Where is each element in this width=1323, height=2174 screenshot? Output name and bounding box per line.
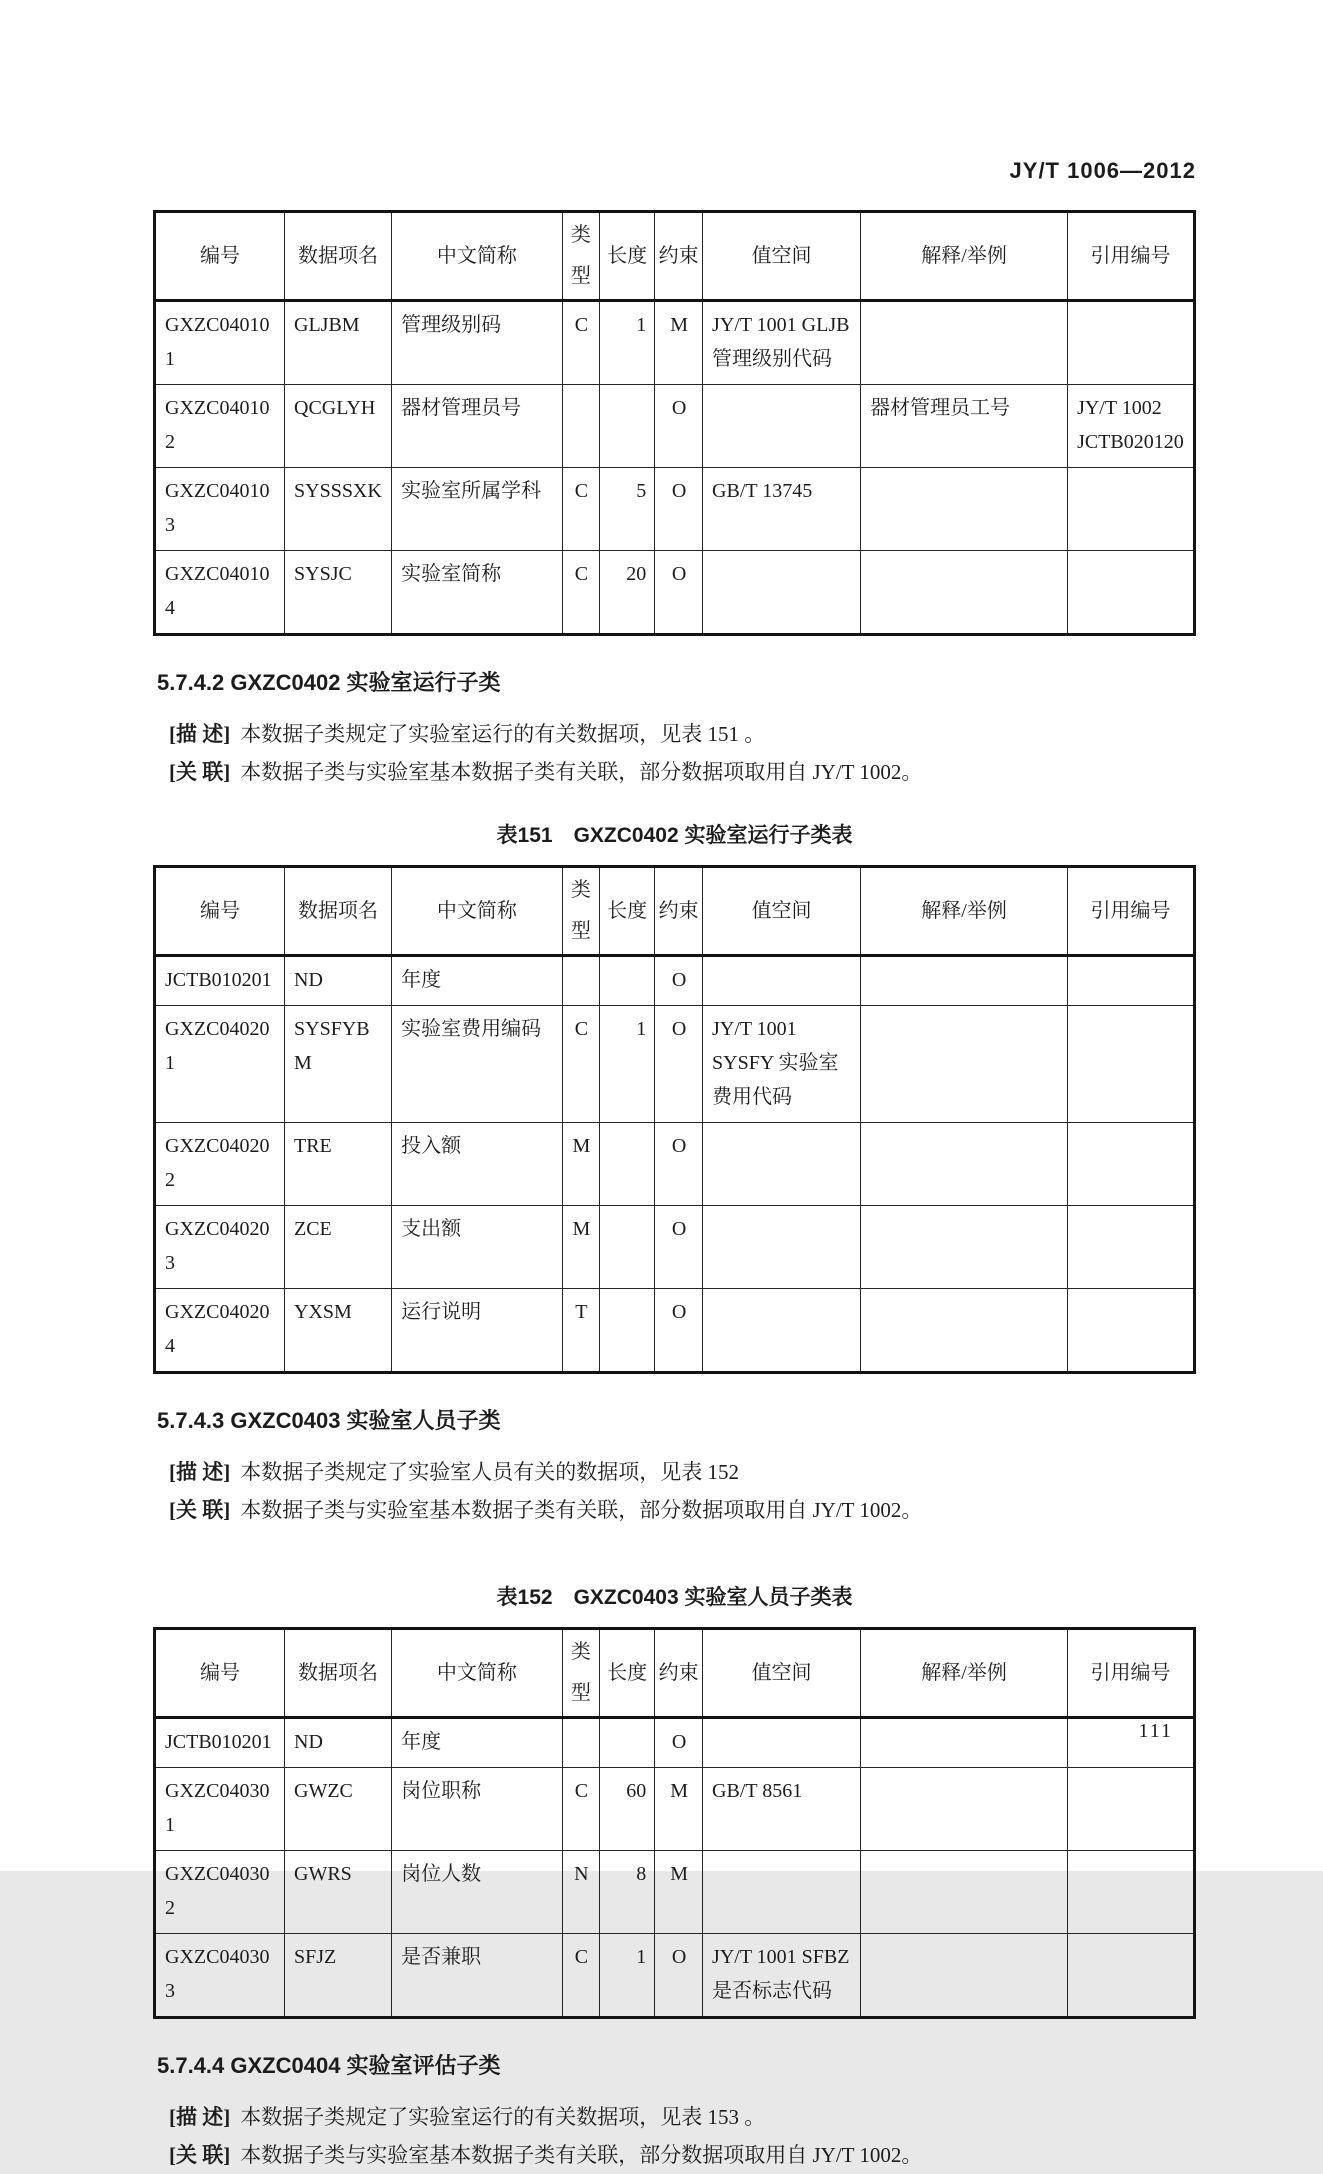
column-header: 中文简称 (392, 867, 563, 956)
table-152-caption: 表152 GXZC0403 实验室人员子类表 (496, 1586, 853, 1609)
table-cell (703, 956, 861, 1006)
table-cell: 实验室费用编码 (392, 1006, 563, 1123)
table-cell: C (562, 1768, 599, 1851)
column-header: 类型 (562, 212, 599, 301)
table-header-row (155, 212, 1195, 301)
table-cell: 20 (600, 551, 655, 635)
table-cell: GB/T 8561 (703, 1768, 861, 1851)
table-cell: 年度 (392, 956, 563, 1006)
table-cell: N (562, 1851, 599, 1934)
table-cell (861, 1289, 1068, 1373)
table-cell (703, 1851, 861, 1934)
description-text: 本数据子类规定了实验室运行的有关数据项，见表 151 。 (240, 722, 766, 746)
table-cell: YXSM (285, 1289, 392, 1373)
table-cell (1068, 1934, 1195, 2018)
table-cell (1068, 1718, 1195, 1768)
table-cell: GWZC (285, 1768, 392, 1851)
table-cell: O (655, 956, 703, 1006)
table-cell: 岗位职称 (392, 1768, 563, 1851)
relation-label: [关 联] (169, 1498, 231, 1522)
table-row (155, 1289, 1195, 1373)
column-header: 数据项名 (285, 212, 392, 301)
table-cell (861, 1851, 1068, 1934)
table-cell: GXZC040201 (155, 1006, 285, 1123)
table-cell (703, 1123, 861, 1206)
relation-label: [关 联] (169, 2143, 231, 2167)
description-line (169, 715, 1196, 753)
table-cell: M (655, 1768, 703, 1851)
relation-line (169, 753, 1196, 791)
table-cell: 支出额 (392, 1206, 563, 1289)
table-cell (1068, 1768, 1195, 1851)
table-cell (1068, 1006, 1195, 1123)
section-heading-5-7-4-3: 5.7.4.3 GXZC0403 实验室人员子类 (157, 1408, 501, 1433)
column-header: 引用编号 (1068, 212, 1195, 301)
table-cell: 年度 (392, 1718, 563, 1768)
table-cell: M (655, 1851, 703, 1934)
table-cell: GXZC040303 (155, 1934, 285, 2018)
column-header: 编号 (155, 1629, 285, 1718)
column-header: 引用编号 (1068, 867, 1195, 956)
table-cell: GXZC040203 (155, 1206, 285, 1289)
column-header: 数据项名 (285, 1629, 392, 1718)
table-cell: 8 (600, 1851, 655, 1934)
column-header: 值空间 (703, 867, 861, 956)
table-row (155, 1123, 1195, 1206)
table-cell (1068, 1851, 1195, 1934)
table-header-row (155, 1629, 1195, 1718)
table-cell: GB/T 13745 (703, 468, 861, 551)
section-heading-5-7-4-2: 5.7.4.2 GXZC0402 实验室运行子类 (157, 670, 501, 695)
table-cell: 1 (600, 1934, 655, 2018)
table-cell: JY/T 1001 SFBZ 是否标志代码 (703, 1934, 861, 2018)
table-row (155, 551, 1195, 635)
table-cell: O (655, 385, 703, 468)
table-gxzc0401-continued (153, 210, 1196, 636)
column-header: 解释/举例 (861, 867, 1068, 956)
column-header: 约束 (655, 212, 703, 301)
table-cell: 投入额 (392, 1123, 563, 1206)
table-cell: GXZC040302 (155, 1851, 285, 1934)
table-cell (600, 1718, 655, 1768)
column-header: 解释/举例 (861, 1629, 1068, 1718)
table-cell: 管理级别码 (392, 301, 563, 385)
table-cell: JCTB010201 (155, 1718, 285, 1768)
table-cell (861, 1206, 1068, 1289)
table-cell: GXZC040102 (155, 385, 285, 468)
table-row (155, 468, 1195, 551)
table-row (155, 385, 1195, 468)
table-cell (562, 1718, 599, 1768)
table-151-caption: 表151 GXZC0402 实验室运行子类表 (496, 824, 853, 847)
column-header: 值空间 (703, 1629, 861, 1718)
column-header: 长度 (600, 212, 655, 301)
table-cell (1068, 1206, 1195, 1289)
table-cell: QCGLYH (285, 385, 392, 468)
table-cell: O (655, 1123, 703, 1206)
table-cell: 运行说明 (392, 1289, 563, 1373)
table-cell (861, 1006, 1068, 1123)
column-header: 类型 (562, 1629, 599, 1718)
section-heading-5-7-4-4: 5.7.4.4 GXZC0404 实验室评估子类 (157, 2053, 501, 2078)
table-cell: ZCE (285, 1206, 392, 1289)
description-label: [描 述] (169, 1460, 231, 1484)
table-cell: 岗位人数 (392, 1851, 563, 1934)
table-cell: GXZC040301 (155, 1768, 285, 1851)
table-row (155, 1718, 1195, 1768)
table-cell: O (655, 1718, 703, 1768)
table-cell: GWRS (285, 1851, 392, 1934)
table-cell: 是否兼职 (392, 1934, 563, 2018)
table-cell (1068, 301, 1195, 385)
table-cell (861, 1718, 1068, 1768)
table-cell: 器材管理员号 (392, 385, 563, 468)
table-cell: GXZC040202 (155, 1123, 285, 1206)
table-cell (703, 385, 861, 468)
table-row (155, 1851, 1195, 1934)
column-header: 编号 (155, 867, 285, 956)
table-cell: O (655, 1934, 703, 2018)
table-cell (562, 385, 599, 468)
table-header-row (155, 867, 1195, 956)
table-cell: 实验室所属学科 (392, 468, 563, 551)
table-cell (600, 1206, 655, 1289)
column-header: 数据项名 (285, 867, 392, 956)
page-number: 111 (1138, 1720, 1173, 1742)
column-header: 长度 (600, 1629, 655, 1718)
column-header: 类型 (562, 867, 599, 956)
table-cell (703, 551, 861, 635)
table-cell (861, 468, 1068, 551)
table-cell (703, 1206, 861, 1289)
table-152-gxzc0403 (153, 1627, 1196, 2019)
table-cell (1068, 956, 1195, 1006)
table-cell: ND (285, 956, 392, 1006)
table-cell: O (655, 1206, 703, 1289)
table-cell (1068, 1289, 1195, 1373)
table-cell (703, 1718, 861, 1768)
table-cell: O (655, 1006, 703, 1123)
column-header: 中文简称 (392, 212, 563, 301)
description-label: [描 述] (169, 722, 231, 746)
relation-line (169, 2136, 1196, 2174)
table-cell: C (562, 1934, 599, 2018)
relation-line (169, 1491, 1196, 1529)
table-cell: GXZC040104 (155, 551, 285, 635)
column-header: 中文简称 (392, 1629, 563, 1718)
column-header: 长度 (600, 867, 655, 956)
table-cell: O (655, 551, 703, 635)
table-row (155, 1768, 1195, 1851)
table-cell (861, 956, 1068, 1006)
column-header: 引用编号 (1068, 1629, 1195, 1718)
table-cell (1068, 1123, 1195, 1206)
table-cell: JY/T 1001 SYSFY 实验室费用代码 (703, 1006, 861, 1123)
table-cell: 实验室简称 (392, 551, 563, 635)
table-cell: M (562, 1206, 599, 1289)
table-cell: TRE (285, 1123, 392, 1206)
table-row (155, 1206, 1195, 1289)
table-cell (861, 551, 1068, 635)
description-text: 本数据子类规定了实验室人员有关的数据项，见表 152 (240, 1460, 739, 1484)
table-row (155, 1934, 1195, 2018)
table-cell: ND (285, 1718, 392, 1768)
table-cell: SYSSSXK (285, 468, 392, 551)
table-cell: SYSJC (285, 551, 392, 635)
table-cell: C (562, 468, 599, 551)
column-header: 编号 (155, 212, 285, 301)
table-cell: M (655, 301, 703, 385)
table-cell: 5 (600, 468, 655, 551)
table-cell: C (562, 551, 599, 635)
table-cell (861, 301, 1068, 385)
column-header: 解释/举例 (861, 212, 1068, 301)
table-cell: O (655, 468, 703, 551)
table-cell (861, 1934, 1068, 2018)
table-151-gxzc0402 (153, 865, 1196, 1374)
column-header: 约束 (655, 1629, 703, 1718)
table-cell: O (655, 1289, 703, 1373)
table-cell (703, 1289, 861, 1373)
relation-text: 本数据子类与实验室基本数据子类有关联，部分数据项取用自 JY/T 1002。 (240, 1498, 923, 1522)
description-label: [描 述] (169, 2105, 231, 2129)
table-cell: 器材管理员工号 (861, 385, 1068, 468)
table-cell: 1 (600, 301, 655, 385)
table-cell (861, 1123, 1068, 1206)
column-header: 约束 (655, 867, 703, 956)
relation-label: [关 联] (169, 760, 231, 784)
table-cell: JCTB010201 (155, 956, 285, 1006)
table-cell: SYSFYBM (285, 1006, 392, 1123)
table-cell: C (562, 1006, 599, 1123)
table-cell: 1 (600, 1006, 655, 1123)
table-cell: JY/T 1001 GLJB 管理级别代码 (703, 301, 861, 385)
relation-text: 本数据子类与实验室基本数据子类有关联，部分数据项取用自 JY/T 1002。 (240, 2143, 923, 2167)
table-cell: JY/T 1002 JCTB020120 (1068, 385, 1195, 468)
table-cell: T (562, 1289, 599, 1373)
table-cell (1068, 468, 1195, 551)
table-cell: GLJBM (285, 301, 392, 385)
table-cell: C (562, 301, 599, 385)
standard-number: JY/T 1006—2012 (1009, 158, 1196, 183)
table-cell (562, 956, 599, 1006)
table-cell: M (562, 1123, 599, 1206)
table-cell (600, 1123, 655, 1206)
table-cell (600, 956, 655, 1006)
table-cell (600, 1289, 655, 1373)
table-cell (1068, 551, 1195, 635)
table-cell: GXZC040101 (155, 301, 285, 385)
table-cell: 60 (600, 1768, 655, 1851)
table-cell (600, 385, 655, 468)
table-cell: GXZC040204 (155, 1289, 285, 1373)
table-cell (861, 1768, 1068, 1851)
column-header: 值空间 (703, 212, 861, 301)
table-row (155, 1006, 1195, 1123)
table-cell: SFJZ (285, 1934, 392, 2018)
description-text: 本数据子类规定了实验室运行的有关数据项，见表 153 。 (240, 2105, 766, 2129)
description-line (169, 1453, 1196, 1491)
relation-text: 本数据子类与实验室基本数据子类有关联，部分数据项取用自 JY/T 1002。 (240, 760, 923, 784)
table-cell: GXZC040103 (155, 468, 285, 551)
description-line (169, 2098, 1196, 2136)
table-row (155, 301, 1195, 385)
table-row (155, 956, 1195, 1006)
